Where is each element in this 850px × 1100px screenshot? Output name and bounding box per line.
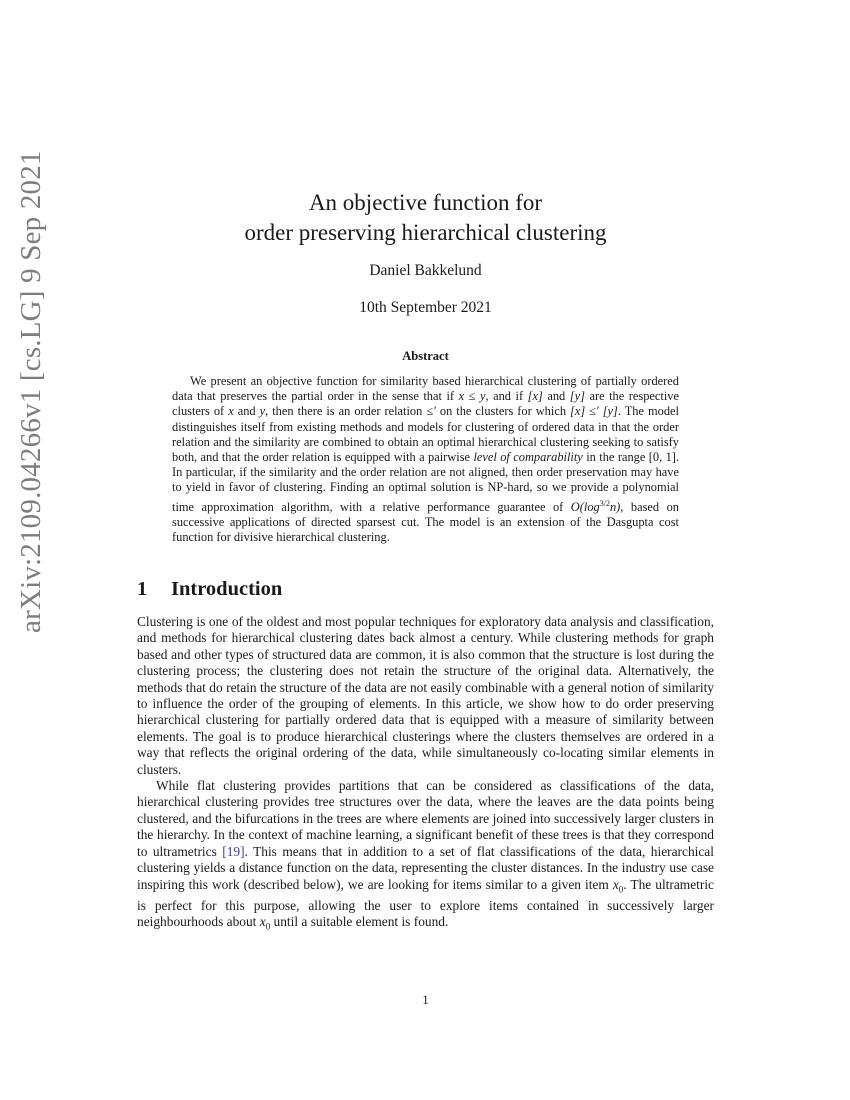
math-inline: [x] ≤′ [y] — [570, 404, 618, 419]
arxiv-identifier: arXiv:2109.04266v1 [cs.LG] 9 Sep 2021 — [15, 150, 47, 633]
math-subscript: 0 — [618, 884, 624, 895]
abstract-heading: Abstract — [402, 349, 449, 363]
math-inline: x — [612, 876, 619, 892]
math-subscript: 0 — [265, 921, 271, 932]
intro-paragraph-1: Clustering is one of the oldest and most popular techniques for exploratory data analysis and classification, and methods for hierarchical clustering dates back almost a century. While clustering methods for graph based and other types of structured data are common, it is also common that the structure is lost during the clustering process; the clustering does not retain the structure of the original data. Alternatively, the methods that do retain the structure of the data are not easily combinable with a general notion of similarity to influence the order of the grouping of elements. In this article, we show how to do order preserving hierarchical clustering for partially ordered data that is equipped with a measure of similarity between elements. The goal is to produce hierarchical clusterings where the clusters themselves are ordered in a way that reflects the original ordering of the data, while simultaneously co-locating similar elements in clusters. — [137, 614, 714, 777]
page-number: 1 — [422, 992, 429, 1007]
abstract-text: We present an objective function for similarity based hierarchical clustering of partially ordered data that preserves the partial order in the sense that if — [172, 374, 679, 404]
abstract-text: . The model distinguishes itself from existing methods and models for clustering of ordered data in that the order relation and the similarity are combined to obtain an optimal hierarchical clustering seeking to satisfy both, and that the order relation is equipped with a pairwise — [172, 404, 679, 465]
abstract-text: in the range — [582, 450, 649, 465]
abstract-text: are the respective clusters of — [172, 389, 679, 419]
math-inline: [x] — [527, 389, 543, 404]
math-inline: O(log — [570, 499, 600, 514]
math-inline: x — [259, 913, 266, 929]
intro-text: While flat clustering provides partitions that can be considered as classifications of the data, hierarchical clustering provides tree structures over the data, where the leaves are the data points being clustered, and the bifurcations in the trees are where elements are joined into successively larger clusters in the hierarchy. In the context of machine learning, a significant benefit of these trees is that they correspond to ultrametrics — [137, 778, 714, 859]
math-inline: [0, 1] — [648, 450, 676, 465]
math-inline: ≤′ — [426, 404, 436, 419]
author: Daniel Bakkelund — [369, 262, 482, 279]
emphasis: level of comparability — [473, 450, 583, 465]
abstract — [172, 374, 679, 545]
abstract-text: , based on successive applications of directed sparsest cut. The model is an extension of the Dasgupta cost function for divisive hierarchical clustering. — [172, 499, 679, 545]
paper-title — [137, 188, 714, 248]
math-inline: n) — [609, 499, 621, 514]
math-inline: [y] — [569, 389, 585, 404]
date: 10th September 2021 — [359, 299, 492, 316]
abstract-text: on the clusters for which — [435, 404, 571, 419]
abstract-text: . In particular, if the similarity and the order relation are not aligned, then order preservation may have to yield in favor of clustering. Finding an optimal solution is NP-hard, so we provide a polynomial time approximation algorithm, with a relative performance guarantee of — [172, 450, 680, 514]
section-number: 1 — [137, 578, 148, 600]
introduction-body — [137, 614, 714, 935]
math-inline: x — [228, 404, 234, 419]
section-heading — [137, 578, 282, 601]
intro-text: until a suitable element is found. — [270, 913, 449, 929]
intro-paragraph-2 — [137, 778, 714, 935]
section-title: Introduction — [171, 578, 283, 600]
citation-link[interactable]: [19] — [222, 843, 245, 859]
abstract-text: and — [542, 389, 570, 404]
abstract-text: and — [233, 404, 260, 419]
abstract-text: , and if — [485, 389, 528, 404]
title-line-2: order preserving hierarchical clustering — [244, 220, 607, 245]
math-inline: y — [259, 404, 266, 419]
math-inline: x ≤ y — [458, 389, 486, 404]
intro-text: . This means that in addition to a set of flat classifications of the data, hierarchical clustering yields a distance function on the data, representing the cluster distances. In the industry use case inspiring this work (described below), we are looking for items similar to a given item — [137, 843, 714, 892]
math-superscript: 3/2 — [599, 498, 610, 508]
intro-text: . The ultrametric is perfect for this purpose, allowing the user to explore items contained in successively larger neighbourhoods about — [137, 876, 714, 929]
abstract-text: , then there is an order relation — [265, 404, 427, 419]
abstract-paragraph — [172, 374, 679, 545]
title-line-1: An objective function for — [308, 190, 543, 215]
